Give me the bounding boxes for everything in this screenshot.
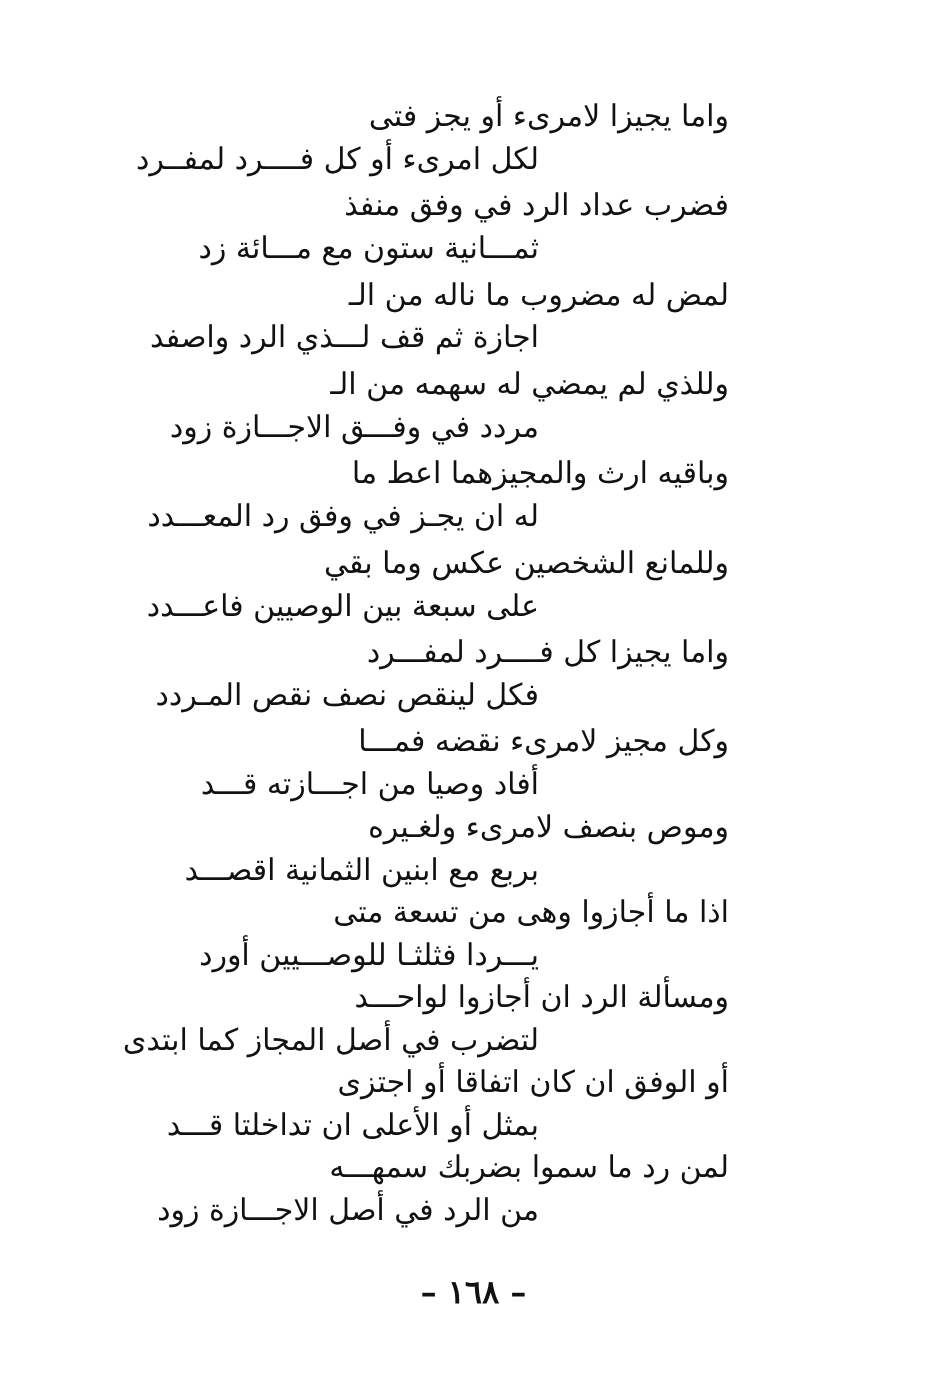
- verse-11: وللمانع الشخصين عكس وما بقي: [324, 546, 729, 581]
- verse-20: يـــردا فثلثـا للوصـــيين أورد: [199, 938, 539, 973]
- verse-5: لمض له مضروب ما ناله من الـ: [348, 278, 729, 313]
- verse-26: من الرد في أصل الاجـــازة زود: [157, 1193, 539, 1228]
- verse-9: وباقيه ارث والمجيزهما اعط ما: [351, 456, 729, 491]
- verse-12: على سبعة بين الوصيين فاعـــدد: [146, 589, 539, 624]
- page-number: – ١٦٨ –: [420, 1273, 527, 1311]
- verse-1: واما يجيزا لامرىء أو يجز فتى: [368, 99, 729, 134]
- verse-15: وكل مجيز لامرىء نقضه فمـــا: [358, 724, 729, 759]
- verse-3: فضرب عداد الرد في وفق منفذ: [344, 188, 729, 223]
- verse-19: اذا ما أجازوا وهى من تسعة متى: [333, 895, 729, 930]
- verse-2: لكل امرىء أو كل فــــرد لمفــرد: [135, 142, 539, 177]
- verse-8: مردد في وفـــق الاجـــازة زود: [169, 410, 539, 445]
- verse-18: بربع مع ابنين الثمانية اقصـــد: [184, 853, 539, 888]
- verse-14: فكل لينقص نصف نقص المـردد: [155, 678, 539, 713]
- verse-25: لمن رد ما سموا بضربك سمهـــه: [329, 1150, 729, 1185]
- verse-23: أو الوفق ان كان اتفاقا أو اجتزى: [337, 1065, 729, 1100]
- verse-6: اجازة ثم قف لـــذي الرد واصفد: [150, 320, 539, 355]
- verse-10: له ان يجـز في وفق رد المعـــدد: [147, 499, 539, 534]
- verse-16: أفاد وصيا من اجـــازته قـــد: [200, 767, 539, 802]
- verse-13: واما يجيزا كل فــــرد لمفـــرد: [366, 635, 729, 670]
- verse-21: ومسألة الرد ان أجازوا لواحـــد: [354, 980, 729, 1015]
- verse-17: وموص بنصف لامرىء ولغـيره: [368, 810, 729, 845]
- verse-4: ثمـــانية ستون مع مـــائة زد: [198, 231, 539, 266]
- verse-24: بمثل أو الأعلى ان تداخلتا قـــد: [166, 1108, 539, 1143]
- verse-22: لتضرب في أصل المجاز كما ابتدى: [122, 1023, 539, 1058]
- verse-7: وللذي لم يمضي له سهمه من الـ: [330, 367, 729, 402]
